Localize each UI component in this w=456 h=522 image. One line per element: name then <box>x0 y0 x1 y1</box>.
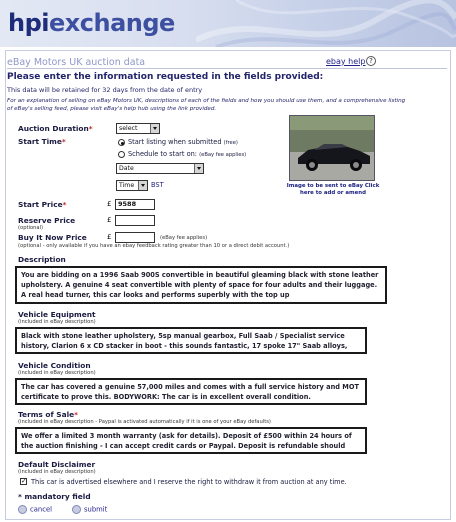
reserve-price-label: Reserve Price <box>18 216 76 225</box>
divider <box>7 68 447 69</box>
vehicle-equipment-label: Vehicle Equipment <box>18 310 96 319</box>
currency-symbol: £ <box>107 200 112 208</box>
schedule-start-label: Schedule to start on: (eBay fee applies) <box>128 150 247 158</box>
start-when-submitted-radio[interactable] <box>118 139 125 146</box>
description-label: Description <box>18 255 66 264</box>
vehicle-condition-label: Vehicle Condition <box>18 361 91 370</box>
default-disclaimer-label: Default Disclaimer <box>18 460 96 469</box>
buy-it-now-label: Buy It Now Price <box>18 233 87 242</box>
buy-it-now-sub: (optional - only available if you have an ebay feedback rating greater than 10 or a direct debit account.) <box>18 243 290 249</box>
cancel-button[interactable] <box>18 505 52 514</box>
logo-exchange-text: exchange <box>49 9 175 37</box>
schedule-start-radio[interactable] <box>118 151 125 158</box>
chevron-down-icon <box>138 181 147 190</box>
buy-it-now-fee-note: (eBay fee applies) <box>160 235 208 241</box>
description-textarea[interactable]: You are bidding on a 1996 Saab 900S convertible in beautiful gleaming black with stone leather upholstery. A genuine 4 seat convertible with plenty of space for four adults and their luggage. A real head turner, this car looks and performs superbly with the top up <box>15 266 387 304</box>
hpi-exchange-logo[interactable] <box>8 9 175 37</box>
retention-note: This data will be retained for 32 days from the date of entry <box>7 86 203 94</box>
ebay-help-link[interactable]: ebay help <box>326 57 366 66</box>
terms-of-sale-sub: (included in eBay description - Paypal is activated automatically if it is one of your eBay defaults) <box>18 419 271 425</box>
start-price-input[interactable]: 9588 <box>115 199 155 210</box>
back-arrow-icon <box>18 505 27 514</box>
car-image <box>290 116 375 181</box>
help-icon[interactable]: ? <box>366 56 376 66</box>
forward-arrow-icon <box>72 505 81 514</box>
timezone-label: BST <box>151 181 164 189</box>
chevron-down-icon <box>194 164 203 173</box>
header-banner <box>0 0 456 47</box>
submit-button[interactable] <box>72 505 107 514</box>
submit-label: submit <box>84 505 108 514</box>
reserve-price-input[interactable] <box>115 215 155 226</box>
cancel-label: cancel <box>30 505 53 514</box>
currency-symbol: £ <box>107 216 112 224</box>
auction-duration-select[interactable]: select <box>116 123 160 134</box>
logo-hpi-text: hpi <box>8 9 49 37</box>
start-when-submitted-label: Start listing when submitted (free) <box>128 138 238 146</box>
vehicle-condition-sub: (included in eBay description) <box>18 370 96 376</box>
vehicle-equipment-sub: (included in eBay description) <box>18 319 96 325</box>
auction-duration-label: Auction Duration* <box>18 124 93 133</box>
start-time-label: Start Time* <box>18 137 66 146</box>
default-disclaimer-sub: (included in eBay description) <box>18 469 96 475</box>
buy-it-now-input[interactable] <box>115 232 155 243</box>
currency-symbol: £ <box>107 233 112 241</box>
disclaimer-checkbox[interactable] <box>20 478 27 485</box>
page-title: eBay Motors UK auction data <box>7 57 146 68</box>
start-date-select[interactable]: Date <box>116 163 204 174</box>
vehicle-condition-textarea[interactable]: The car has covered a genuine 57,000 miles and comes with a full service history and MOT certificate to prove this. BODYWORK: The car is in excellent overall condition. <box>15 378 367 405</box>
explanation-text: For an explanation of selling on eBay Motors UK, descriptions of each of the fields and how you should use them, and a comprehensive listing of eBay's selling feed, please visit eBay's help hub using the link provided. <box>7 98 406 112</box>
terms-of-sale-label: Terms of Sale* <box>18 410 78 419</box>
start-time-select[interactable]: Time <box>116 180 148 191</box>
mandatory-field-note: * mandatory field <box>18 492 91 501</box>
reserve-price-sub: (optional) <box>18 225 44 231</box>
disclaimer-text: This car is advertised elsewhere and I reserve the right to withdraw it from auction at any time. <box>31 478 347 486</box>
vehicle-photo[interactable] <box>289 115 375 181</box>
vehicle-equipment-textarea[interactable]: Black with stone leather upholstery, 5sp manual gearbox, Full Saab / Specialist service history, Clarion 6 x CD stacker in boot - this sounds fantastic, 17 spoke 17" Saab alloys, <box>15 327 367 354</box>
terms-of-sale-textarea[interactable]: We offer a limited 3 month warranty (ask for details). Deposit of £500 within 24 hours of the auction finishing - I can accept credit cards or Paypal. Deposit is refundable should <box>15 427 367 454</box>
chevron-down-icon <box>150 124 159 133</box>
header-decoration <box>196 0 456 47</box>
photo-caption-link[interactable]: Image to be sent to eBay Click here to add or amend <box>286 183 380 196</box>
form-heading: Please enter the information requested in the fields provided: <box>7 72 324 82</box>
start-price-label: Start Price* <box>18 200 67 209</box>
